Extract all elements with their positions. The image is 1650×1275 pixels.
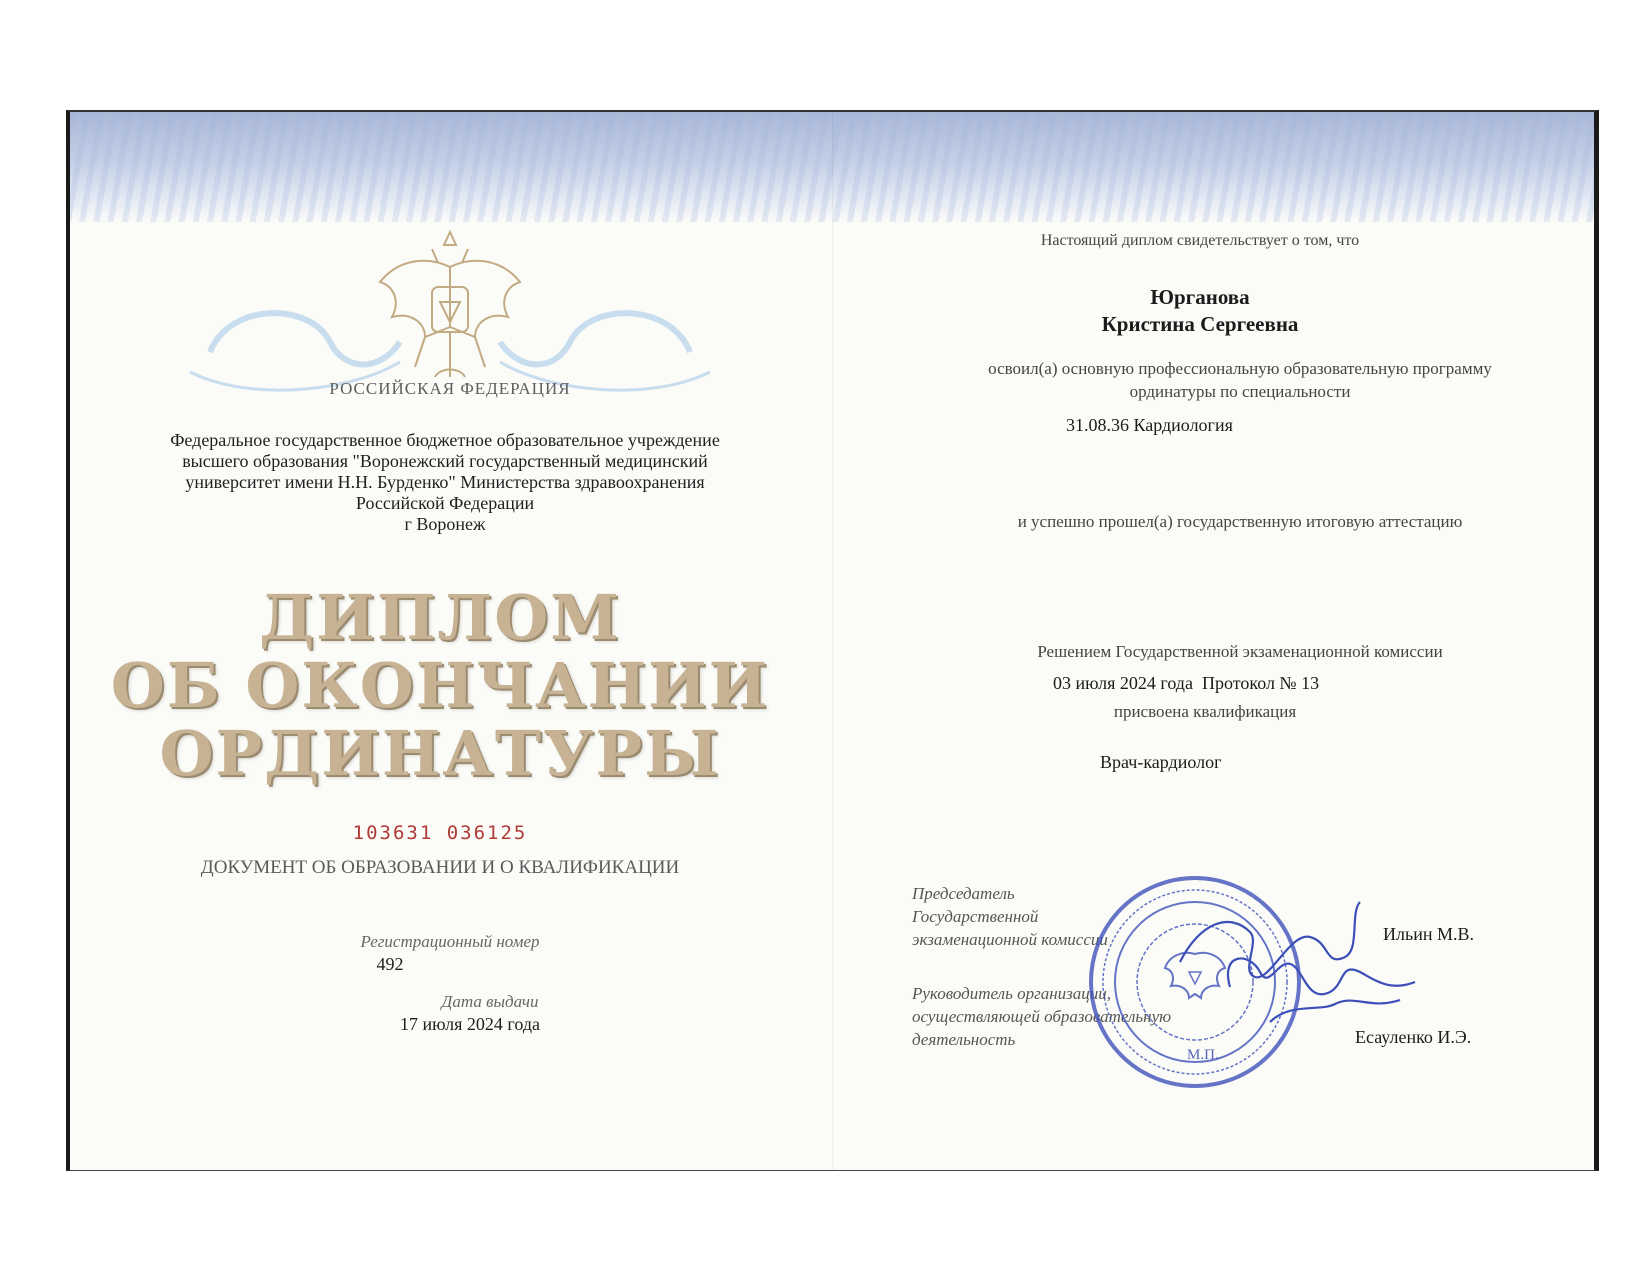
- page-fold: [832, 112, 834, 1170]
- qualification: Врач-кардиолог: [1100, 752, 1222, 772]
- country-label: РОССИЙСКАЯ ФЕДЕРАЦИЯ: [329, 379, 571, 398]
- title-line: ДИПЛОМ: [259, 581, 621, 654]
- title-line: ОРДИНАТУРЫ: [159, 717, 721, 790]
- title-line: ОБ ОКОНЧАНИИ: [110, 649, 770, 722]
- protocol-number: 13: [1301, 673, 1320, 693]
- institution-line: университет имени Н.Н. Бурденко" Министерства здравоохранения: [185, 472, 705, 492]
- commission-decision: Решением Государственной экзаменационной комиссии: [1037, 642, 1443, 661]
- diploma-title: [110, 581, 770, 790]
- attestation-text: и успешно прошел(а) государственную итоговую аттестацию: [1017, 512, 1463, 531]
- chairman-title-line: экзаменационной комиссии: [912, 930, 1108, 949]
- registration-label: Регистрационный номер: [360, 932, 540, 951]
- institution-line: Российской Федерации: [355, 493, 535, 513]
- certify-intro: Настоящий диплом свидетельствует о том, что: [1040, 232, 1360, 249]
- issue-date-label: Дата выдачи: [441, 992, 539, 1011]
- chairman-title-line: Председатель: [912, 884, 1015, 903]
- graduate-surname: Юрганова: [1150, 285, 1250, 309]
- institution-line: высшего образования "Воронежский государственный медицинский: [182, 451, 708, 471]
- institution-line: г Воронеж: [404, 514, 486, 534]
- protocol-label: Протокол №: [1201, 673, 1297, 693]
- program-line: освоил(а) основную профессиональную образовательную программу: [988, 359, 1492, 378]
- document-type: ДОКУМЕНТ ОБ ОБРАЗОВАНИИ И О КВАЛИФИКАЦИИ: [200, 857, 680, 878]
- registration-number: 492: [376, 954, 404, 974]
- head-title-line: Руководитель организации,: [912, 984, 1112, 1003]
- program-text: [900, 357, 1580, 403]
- specialty: 31.08.36 Кардиология: [1066, 415, 1233, 435]
- stamp-mark: М.П.: [1187, 1047, 1219, 1063]
- protocol-line: [1053, 673, 1533, 694]
- program-line: ординатуры по специальности: [1129, 382, 1351, 401]
- chairman-name: Ильин М.В.: [1383, 924, 1474, 944]
- head-title-line: деятельность: [912, 1030, 1016, 1049]
- qualification-label: присвоена квалификация: [1113, 702, 1297, 721]
- chairman-title-line: Государственной: [912, 907, 1039, 926]
- graduate-name: [970, 284, 1430, 338]
- diploma-document: [66, 110, 1599, 1171]
- issue-date: 17 июля 2024 года: [400, 1014, 540, 1034]
- institution-line: Федеральное государственное бюджетное образовательное учреждение: [170, 430, 720, 450]
- coat-of-arms-emblem: [370, 227, 530, 392]
- protocol-date: 03 июля 2024 года: [1053, 673, 1193, 693]
- head-title-line: осуществляющей образовательную: [912, 1007, 1172, 1026]
- graduate-given-names: Кристина Сергеевна: [1101, 312, 1299, 336]
- signatures: [1160, 892, 1420, 1062]
- institution-name: [90, 430, 800, 535]
- head-name: Есауленко И.Э.: [1355, 1027, 1472, 1047]
- serial-number: 103631 036125: [352, 822, 528, 844]
